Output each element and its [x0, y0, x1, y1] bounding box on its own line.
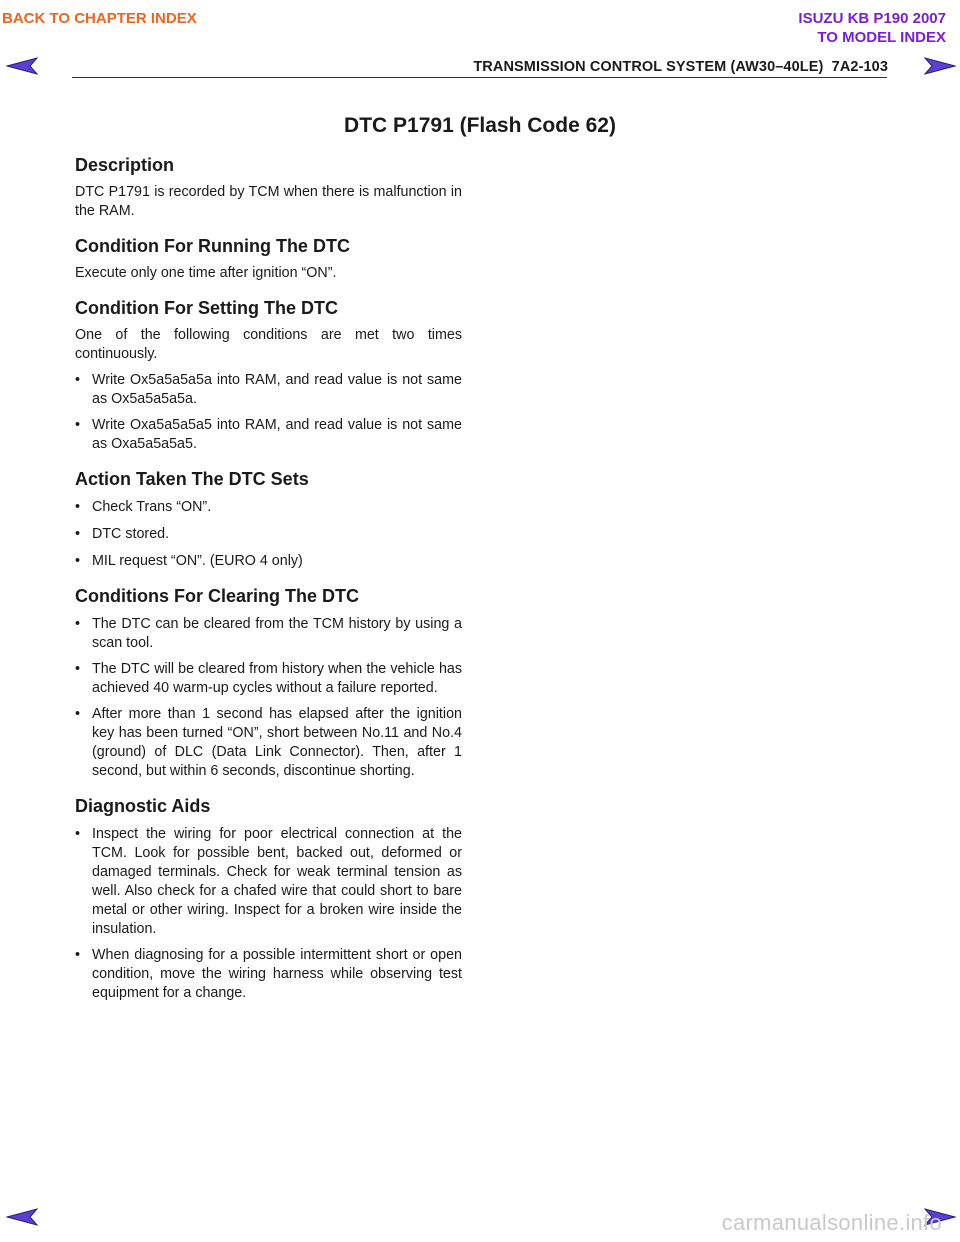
list-item: • After more than 1 second has elapsed after the ignition key has been turned “ON”, short between No.11 and No.4 (ground) of DLC (Data Link Connector). Then, after 1 second, but within 6 seconds, discontinue shorting.: [75, 706, 462, 779]
setting-list: [75, 371, 462, 454]
bullet: •: [75, 553, 81, 569]
running-text: Execute only one time after ignition “ON”.: [75, 265, 337, 281]
bullet: •: [75, 372, 81, 388]
list-item: • Check Trans “ON”.: [75, 499, 212, 515]
setting-heading: Condition For Setting The DTC: [75, 298, 338, 318]
header-rule: [72, 77, 887, 78]
bullet: •: [75, 706, 81, 722]
arrow-left-icon[interactable]: [6, 1208, 38, 1226]
list-item: • Write Ox5a5a5a5a into RAM, and read value is not same as Ox5a5a5a5a.: [75, 372, 462, 407]
main-content: [75, 155, 462, 1003]
list-item: • Inspect the wiring for poor electrical connection at the TCM. Look for possible bent, backed out, deformed or damaged terminals. Check for weak terminal tension as well. Also check for a chafed wire that could short to bare metal or other wiring. Inspect for a broken wire inside the insulation.: [75, 826, 462, 937]
arrow-left-icon[interactable]: [6, 57, 38, 75]
list-item: • MIL request “ON”. (EURO 4 only): [75, 553, 303, 569]
list-item: • Write Oxa5a5a5a5 into RAM, and read value is not same as Oxa5a5a5a5.: [75, 417, 462, 452]
list-item: • When diagnosing for a possible intermittent short or open condition, move the wiring harness while observing test equipment for a change.: [75, 947, 462, 1001]
action-heading: Action Taken The DTC Sets: [75, 469, 309, 489]
aids-heading: Diagnostic Aids: [75, 796, 211, 816]
bullet: •: [75, 947, 81, 963]
bullet: •: [75, 417, 81, 433]
action-list: [75, 498, 462, 571]
back-to-chapter-index-link[interactable]: BACK TO CHAPTER INDEX: [2, 10, 197, 27]
list-item: • The DTC will be cleared from history when the vehicle has achieved 40 warm-up cycles without a failure reported.: [75, 661, 462, 696]
model-title-link[interactable]: ISUZU KB P190 2007: [798, 10, 946, 27]
clearing-list: [75, 615, 462, 781]
list-item: • The DTC can be cleared from the TCM history by using a scan tool.: [75, 616, 462, 651]
page-title: DTC P1791 (Flash Code 62): [344, 114, 616, 137]
aids-list: [75, 825, 462, 1003]
setting-text: One of the following conditions are met two times continuously.: [75, 327, 462, 362]
running-header: TRANSMISSION CONTROL SYSTEM (AW30–40LE) 7A2-103: [473, 59, 888, 75]
description-heading: Description: [75, 155, 175, 175]
watermark-text: carmanualsonline.info: [721, 1210, 942, 1235]
description-text: DTC P1791 is recorded by TCM when there is malfunction in the RAM.: [75, 184, 462, 219]
arrow-right-icon[interactable]: [924, 57, 956, 75]
list-item: • DTC stored.: [75, 526, 170, 542]
running-heading: Condition For Running The DTC: [75, 236, 350, 256]
bullet: •: [75, 526, 81, 542]
bullet: •: [75, 616, 81, 632]
bullet: •: [75, 826, 81, 842]
clearing-heading: Conditions For Clearing The DTC: [75, 586, 359, 606]
bullet: •: [75, 661, 81, 677]
bullet: •: [75, 499, 81, 515]
to-model-index-link[interactable]: TO MODEL INDEX: [817, 29, 946, 46]
